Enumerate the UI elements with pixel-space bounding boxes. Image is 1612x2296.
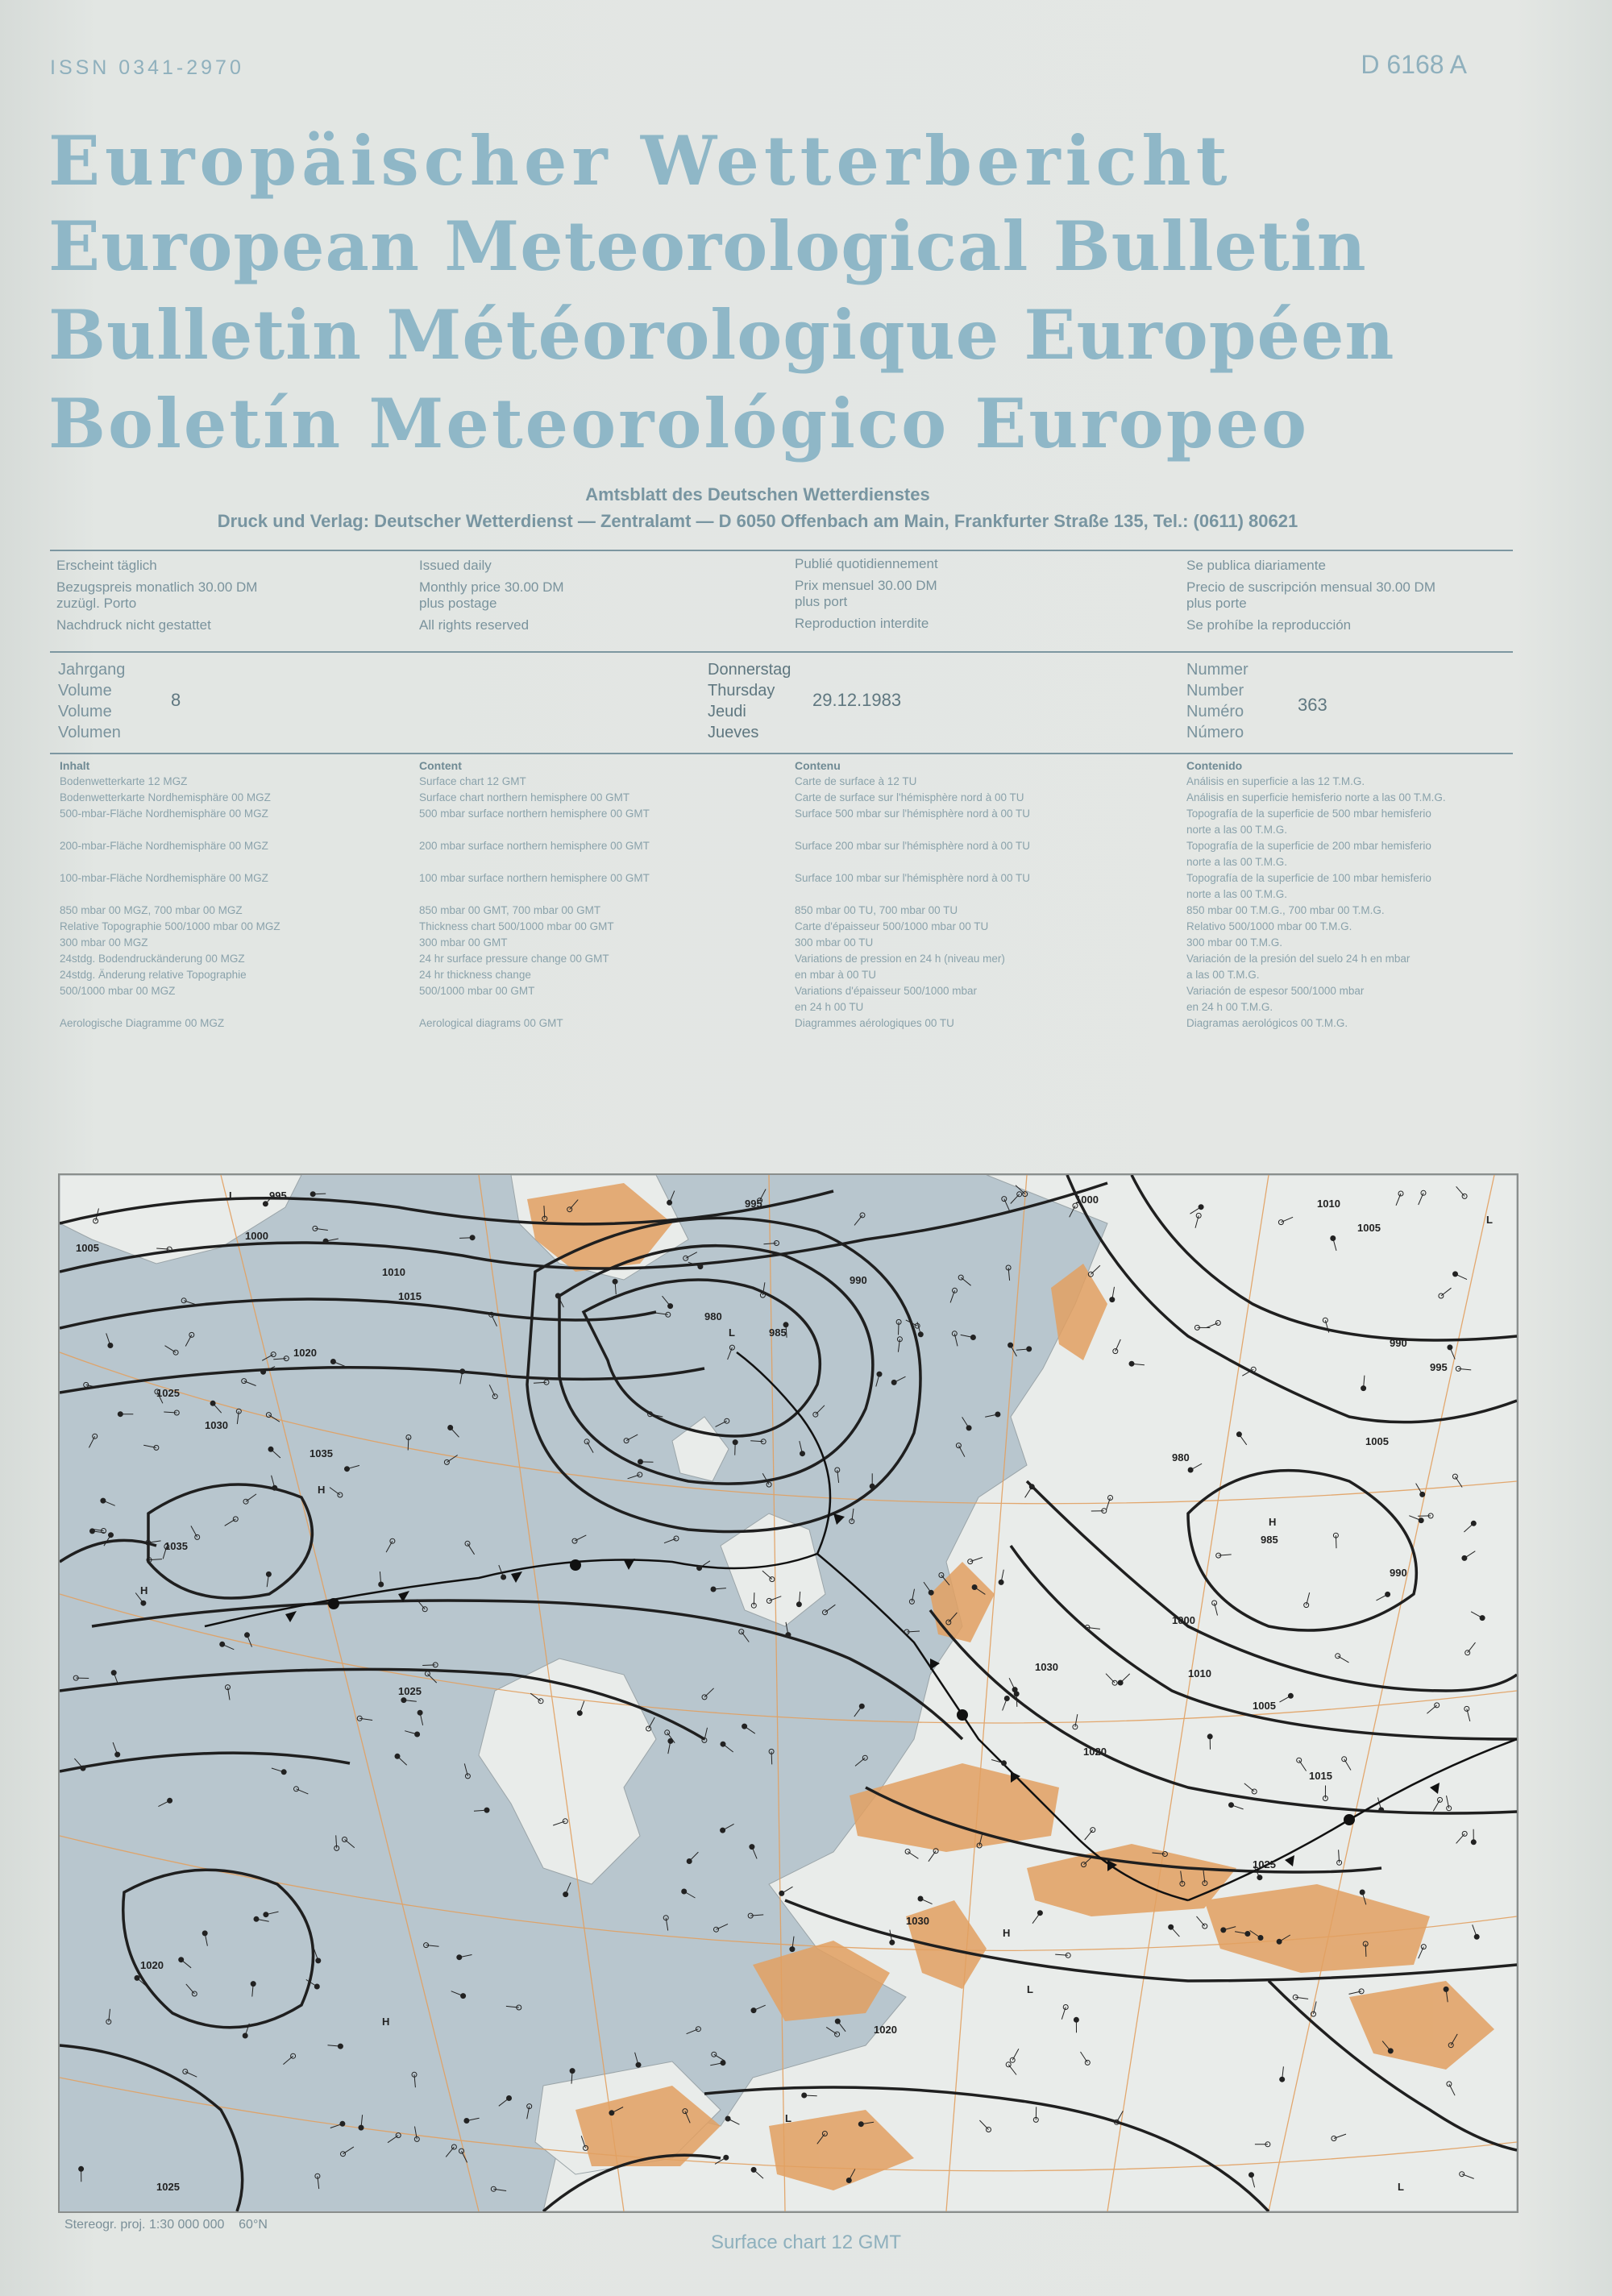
isobar-value-label: 990: [1390, 1337, 1407, 1349]
weekday-label: Jeudi: [708, 703, 746, 720]
isobar-value-label: 990: [1390, 1567, 1407, 1579]
volume-value: 8: [171, 690, 181, 710]
weekday-labels: [708, 659, 791, 743]
isobar-value-label: 980: [704, 1310, 722, 1322]
isobar-value-label: 1015: [1309, 1770, 1332, 1782]
station-marker: [115, 1752, 120, 1757]
contents-item: 850 mbar 00 T.M.G., 700 mbar 00 T.M.G.: [1186, 904, 1385, 916]
subscription-line: Reproduction interdite: [795, 616, 929, 631]
volume-label: Volume: [58, 703, 112, 720]
latitude-text: 60°N: [239, 2218, 268, 2232]
contents-item: [60, 822, 398, 838]
station-marker: [966, 1426, 971, 1430]
contents-item: Variations de pression en 24 h (niveau mer): [795, 953, 1005, 965]
isobar-value-label: 990: [850, 1274, 867, 1286]
contents-item: Carte de surface à 12 TU: [795, 775, 917, 787]
number-labels: [1186, 659, 1248, 743]
isobar-value-label: 1025: [1253, 1858, 1276, 1870]
title-spanish: Boletín Meteorológico Europeo: [48, 384, 1309, 463]
isobar-value-label: 1005: [1365, 1435, 1389, 1447]
contents-heading: Contenido: [1186, 759, 1243, 772]
wind-barb: [1016, 1694, 1017, 1707]
contents-item: Surface chart 12 GMT: [419, 775, 526, 787]
subscription-line: Se prohíbe la reproducción: [1186, 617, 1352, 633]
low-pressure-centre: L: [1027, 1983, 1033, 1995]
subscription-line: Erscheint täglich: [56, 558, 157, 573]
contents-item: Surface 500 mbar sur l'hémisphère nord à 00 TU: [795, 808, 1030, 820]
station-marker: [261, 1369, 266, 1374]
number-label: Numéro: [1186, 703, 1244, 720]
contents-item: [60, 999, 398, 1015]
volume-labels: [58, 659, 125, 743]
divider: [50, 753, 1513, 754]
contents-item: Aerological diagrams 00 GMT: [419, 1017, 563, 1029]
number-label: Número: [1186, 724, 1244, 741]
wind-barb: [735, 1443, 736, 1455]
contents-item: 300 mbar 00 MGZ: [60, 936, 148, 949]
projection-text: Stereogr. proj. 1:30 000 000: [64, 2218, 225, 2232]
subscription-line: All rights reserved: [419, 617, 530, 633]
isobar-value-label: 1035: [310, 1447, 333, 1459]
contents-item: Bodenwetterkarte 12 MGZ: [60, 775, 188, 787]
contents-item: 500 mbar surface northern hemisphere 00 GMT: [419, 808, 650, 820]
contents-item: Aerologische Diagramme 00 MGZ: [60, 1017, 225, 1029]
isobar-value-label: 1005: [1357, 1222, 1381, 1234]
low-pressure-centre: L: [785, 2112, 791, 2124]
contents-item: [419, 822, 774, 838]
isobar-value-label: 1020: [140, 1959, 164, 1971]
contents-item: norte a las 00 T.M.G.: [1186, 824, 1288, 836]
subscription-line: plus port: [795, 594, 848, 609]
isobar-value-label: 1005: [1253, 1700, 1276, 1712]
isobar-value-label: 985: [769, 1327, 787, 1339]
station-marker: [281, 1770, 286, 1775]
weekday-label: Donnerstag: [708, 661, 791, 679]
contents-item: Relative Topographie 500/1000 mbar 00 MGZ: [60, 920, 280, 932]
volume-label: Volumen: [58, 724, 121, 741]
weekday-label: Jueves: [708, 724, 759, 741]
subscription-line: Precio de suscripción mensual 30.00 DM: [1186, 579, 1435, 595]
contents-spanish: [1186, 758, 1565, 1032]
number-label: Nummer: [1186, 661, 1248, 679]
station-marker: [1002, 1761, 1007, 1766]
contents-item: Variación de la presión del suelo 24 h en mbar: [1186, 953, 1410, 965]
station-marker: [1420, 1492, 1425, 1497]
contents-item: Topografía de la superficie de 500 mbar hemisferio: [1186, 808, 1431, 820]
contents-item: [60, 854, 398, 870]
wind-barb: [1365, 1944, 1366, 1957]
wind-barb: [422, 1665, 435, 1666]
isobar-value-label: 995: [1430, 1361, 1448, 1373]
contents-item: 500-mbar-Fläche Nordhemisphäre 00 MGZ: [60, 808, 268, 820]
contents-item: [795, 854, 1165, 870]
subscription-line: Publié quotidiennement: [795, 556, 938, 571]
isobar-value-label: 1025: [156, 2181, 180, 2193]
contents-item: [419, 854, 774, 870]
subscription-german: [56, 554, 257, 636]
issue-number: 363: [1298, 695, 1327, 715]
official-gazette-line: Amtsblatt des Deutschen Wetterdienstes: [585, 484, 930, 504]
wind-barb: [408, 1438, 409, 1451]
issue-date: 29.12.1983: [812, 690, 902, 710]
contents-item: 850 mbar 00 TU, 700 mbar 00 TU: [795, 904, 958, 916]
station-marker: [563, 1892, 568, 1897]
isobar-value-label: 1030: [906, 1915, 929, 1927]
isobar-value-label: 1025: [156, 1387, 180, 1399]
contents-item: Bodenwetterkarte Nordhemisphäre 00 MGZ: [60, 791, 271, 803]
high-pressure-centre: H: [1269, 1516, 1277, 1528]
contents-item: 500/1000 mbar 00 MGZ: [60, 985, 176, 997]
contents-item: Análisis en superficie a las 12 T.M.G.: [1186, 775, 1365, 787]
low-pressure-centre: L: [1486, 1214, 1493, 1226]
contents-item: norte a las 00 T.M.G.: [1186, 856, 1288, 868]
contents-item: [795, 822, 1165, 838]
station-marker: [272, 1485, 277, 1490]
contents-heading: Contenu: [795, 759, 841, 772]
volume-label: Volume: [58, 682, 112, 700]
isobar-value-label: 1030: [205, 1419, 228, 1431]
contents-item: 100 mbar surface northern hemisphere 00 GMT: [419, 872, 650, 884]
subscription-line: plus postage: [419, 596, 497, 611]
contents-item: 300 mbar 00 GMT: [419, 936, 508, 949]
station-marker: [1199, 1205, 1203, 1210]
map-caption: Surface chart 12 GMT: [710, 2232, 902, 2253]
contents-item: 24stdg. Bodendruckänderung 00 MGZ: [60, 953, 245, 965]
station-marker: [1474, 1934, 1479, 1939]
high-pressure-centre: H: [318, 1484, 326, 1496]
contents-item: Variations d'épaisseur 500/1000 mbar: [795, 985, 977, 997]
contents-item: [419, 886, 774, 903]
station-marker: [461, 1994, 466, 1999]
station-marker: [667, 1200, 672, 1205]
contents-heading: Inhalt: [60, 759, 90, 772]
station-marker: [891, 1380, 896, 1385]
subscription-spanish: [1186, 554, 1435, 636]
contents-item: 24 hr surface pressure change 00 GMT: [419, 953, 609, 965]
station-marker: [1277, 1939, 1282, 1944]
contents-item: 24stdg. Änderung relative Topographie: [60, 969, 247, 981]
contents-item: [795, 886, 1165, 903]
contents-item: Variación de espesor 500/1000 mbar: [1186, 985, 1365, 997]
title-french: Bulletin Météorologique Européen: [48, 295, 1395, 375]
contents-item: Surface chart northern hemisphere 00 GMT: [419, 791, 630, 803]
publisher-line: Druck und Verlag: Deutscher Wetterdienst — Zentralamt — D 6050 Offenbach am Main, Frankfurter Straße 135, Tel.: (0611) 80621: [217, 511, 1298, 531]
contents-item: 300 mbar 00 TU: [795, 936, 874, 949]
contents-item: 200 mbar surface northern hemisphere 00 GMT: [419, 840, 650, 852]
isobar-value-label: 1010: [1188, 1667, 1211, 1679]
isobar-value-label: 1020: [1083, 1746, 1107, 1758]
contents-item: en 24 h 00 T.M.G.: [1186, 1001, 1273, 1013]
isobar-value-label: 1000: [1172, 1614, 1195, 1626]
subscription-english: [419, 554, 564, 636]
low-pressure-centre: L: [1398, 2181, 1404, 2193]
map-projection: [64, 2218, 268, 2232]
isobar-value-label: 1005: [76, 1242, 99, 1254]
isobar-value-label: 995: [745, 1198, 762, 1210]
number-label: Number: [1186, 682, 1244, 700]
divider: [50, 651, 1513, 653]
contents-heading: Content: [419, 759, 462, 772]
volume-label: Jahrgang: [58, 661, 126, 679]
contents-item: Topografía de la superficie de 200 mbar hemisferio: [1186, 840, 1431, 852]
wind-barb: [771, 1751, 772, 1764]
subscription-line: Prix mensuel 30.00 DM: [795, 578, 937, 593]
contents-english: [419, 758, 774, 1032]
contents-item: Carte d'épaisseur 500/1000 mbar 00 TU: [795, 920, 989, 932]
contents-item: Diagrammes aérologiques 00 TU: [795, 1017, 954, 1029]
high-pressure-centre: H: [382, 2016, 390, 2028]
contents-item: 200-mbar-Fläche Nordhemisphäre 00 MGZ: [60, 840, 268, 852]
subscription-line: plus porte: [1186, 596, 1247, 611]
subscription-line: Bezugspreis monatlich 30.00 DM: [56, 579, 258, 595]
high-pressure-centre: H: [1003, 1927, 1011, 1939]
surface-weather-map: [58, 1173, 1519, 2213]
station-marker: [918, 1332, 923, 1337]
contents-item: 500/1000 mbar 00 GMT: [419, 985, 535, 997]
contents-item: Surface 200 mbar sur l'hémisphère nord à 00 TU: [795, 840, 1030, 852]
isobar-value-label: 1000: [1075, 1194, 1099, 1206]
station-marker: [1462, 1555, 1467, 1560]
isobar-value-label: 1010: [1317, 1198, 1340, 1210]
contents-item: [60, 886, 398, 903]
subscription-line: Nachdruck nicht gestattet: [56, 617, 211, 633]
isobar-value-label: 1030: [1035, 1661, 1058, 1673]
subscription-french: [795, 553, 938, 634]
isobar-value-label: 1010: [382, 1266, 405, 1278]
station-marker: [1008, 1343, 1013, 1347]
contents-item: 24 hr thickness change: [419, 969, 531, 981]
isobar-value-label: 1035: [164, 1540, 188, 1552]
station-marker: [1229, 1803, 1234, 1808]
contents-item: Relativo 500/1000 mbar 00 T.M.G.: [1186, 920, 1352, 932]
contents-item: en 24 h 00 TU: [795, 1001, 864, 1013]
low-pressure-centre: L: [729, 1327, 735, 1339]
isobar-value-label: 1000: [245, 1230, 268, 1242]
contents-item: 850 mbar 00 MGZ, 700 mbar 00 MGZ: [60, 904, 243, 916]
isobar-value-label: 1025: [398, 1685, 422, 1697]
issn: ISSN 0341-2970: [50, 56, 244, 79]
title-english: European Meteorological Bulletin: [48, 206, 1367, 286]
isobar-value-label: 995: [269, 1190, 287, 1202]
subscription-line: zuzügl. Porto: [56, 596, 137, 611]
isobar-value-label: 1020: [874, 2024, 897, 2036]
contents-item: Diagramas aerológicos 00 T.M.G.: [1186, 1017, 1348, 1029]
subscription-line: Issued daily: [419, 558, 492, 573]
station-marker: [877, 1372, 882, 1376]
isobar-value-label: 980: [1172, 1451, 1190, 1464]
contents-item: [419, 999, 774, 1015]
isobar-value-label: 985: [1261, 1534, 1278, 1546]
high-pressure-centre: H: [140, 1584, 148, 1596]
title-german: Europäischer Wetterbericht: [48, 121, 1232, 201]
station-marker: [101, 1498, 106, 1503]
contents-item: Análisis en superficie hemisferio norte a las 00 T.M.G.: [1186, 791, 1446, 803]
contents-item: 850 mbar 00 GMT, 700 mbar 00 GMT: [419, 904, 601, 916]
subscription-line: Monthly price 30.00 DM: [419, 579, 564, 595]
contents-item: 300 mbar 00 T.M.G.: [1186, 936, 1283, 949]
contents-item: Surface 100 mbar sur l'hémisphère nord à 00 TU: [795, 872, 1030, 884]
station-marker: [751, 2008, 756, 2013]
station-marker: [109, 1533, 114, 1538]
subscription-line: Se publica diariamente: [1186, 558, 1326, 573]
contents-item: en mbar à 00 TU: [795, 969, 877, 981]
weekday-label: Thursday: [708, 682, 775, 700]
isobar-value-label: 1015: [398, 1290, 422, 1302]
divider: [50, 550, 1513, 551]
contents-french: [795, 758, 1165, 1032]
contents-item: Topografía de la superficie de 100 mbar hemisferio: [1186, 872, 1431, 884]
contents-item: 100-mbar-Fläche Nordhemisphäre 00 MGZ: [60, 872, 268, 884]
publication-code: D 6168 A: [1361, 50, 1467, 79]
low-pressure-centre: L: [229, 1190, 235, 1202]
contents-item: norte a las 00 T.M.G.: [1186, 888, 1288, 900]
contents-item: Thickness chart 500/1000 mbar 00 GMT: [419, 920, 614, 932]
contents-item: a las 00 T.M.G.: [1186, 969, 1260, 981]
weather-map-svg: [60, 1175, 1517, 2211]
station-marker: [721, 1828, 725, 1833]
wind-barb: [459, 1238, 472, 1239]
contents-item: Carte de surface sur l'hémisphère nord à 00 TU: [795, 791, 1024, 803]
isobar-value-label: 1020: [293, 1347, 317, 1359]
contents-german: [60, 758, 398, 1032]
